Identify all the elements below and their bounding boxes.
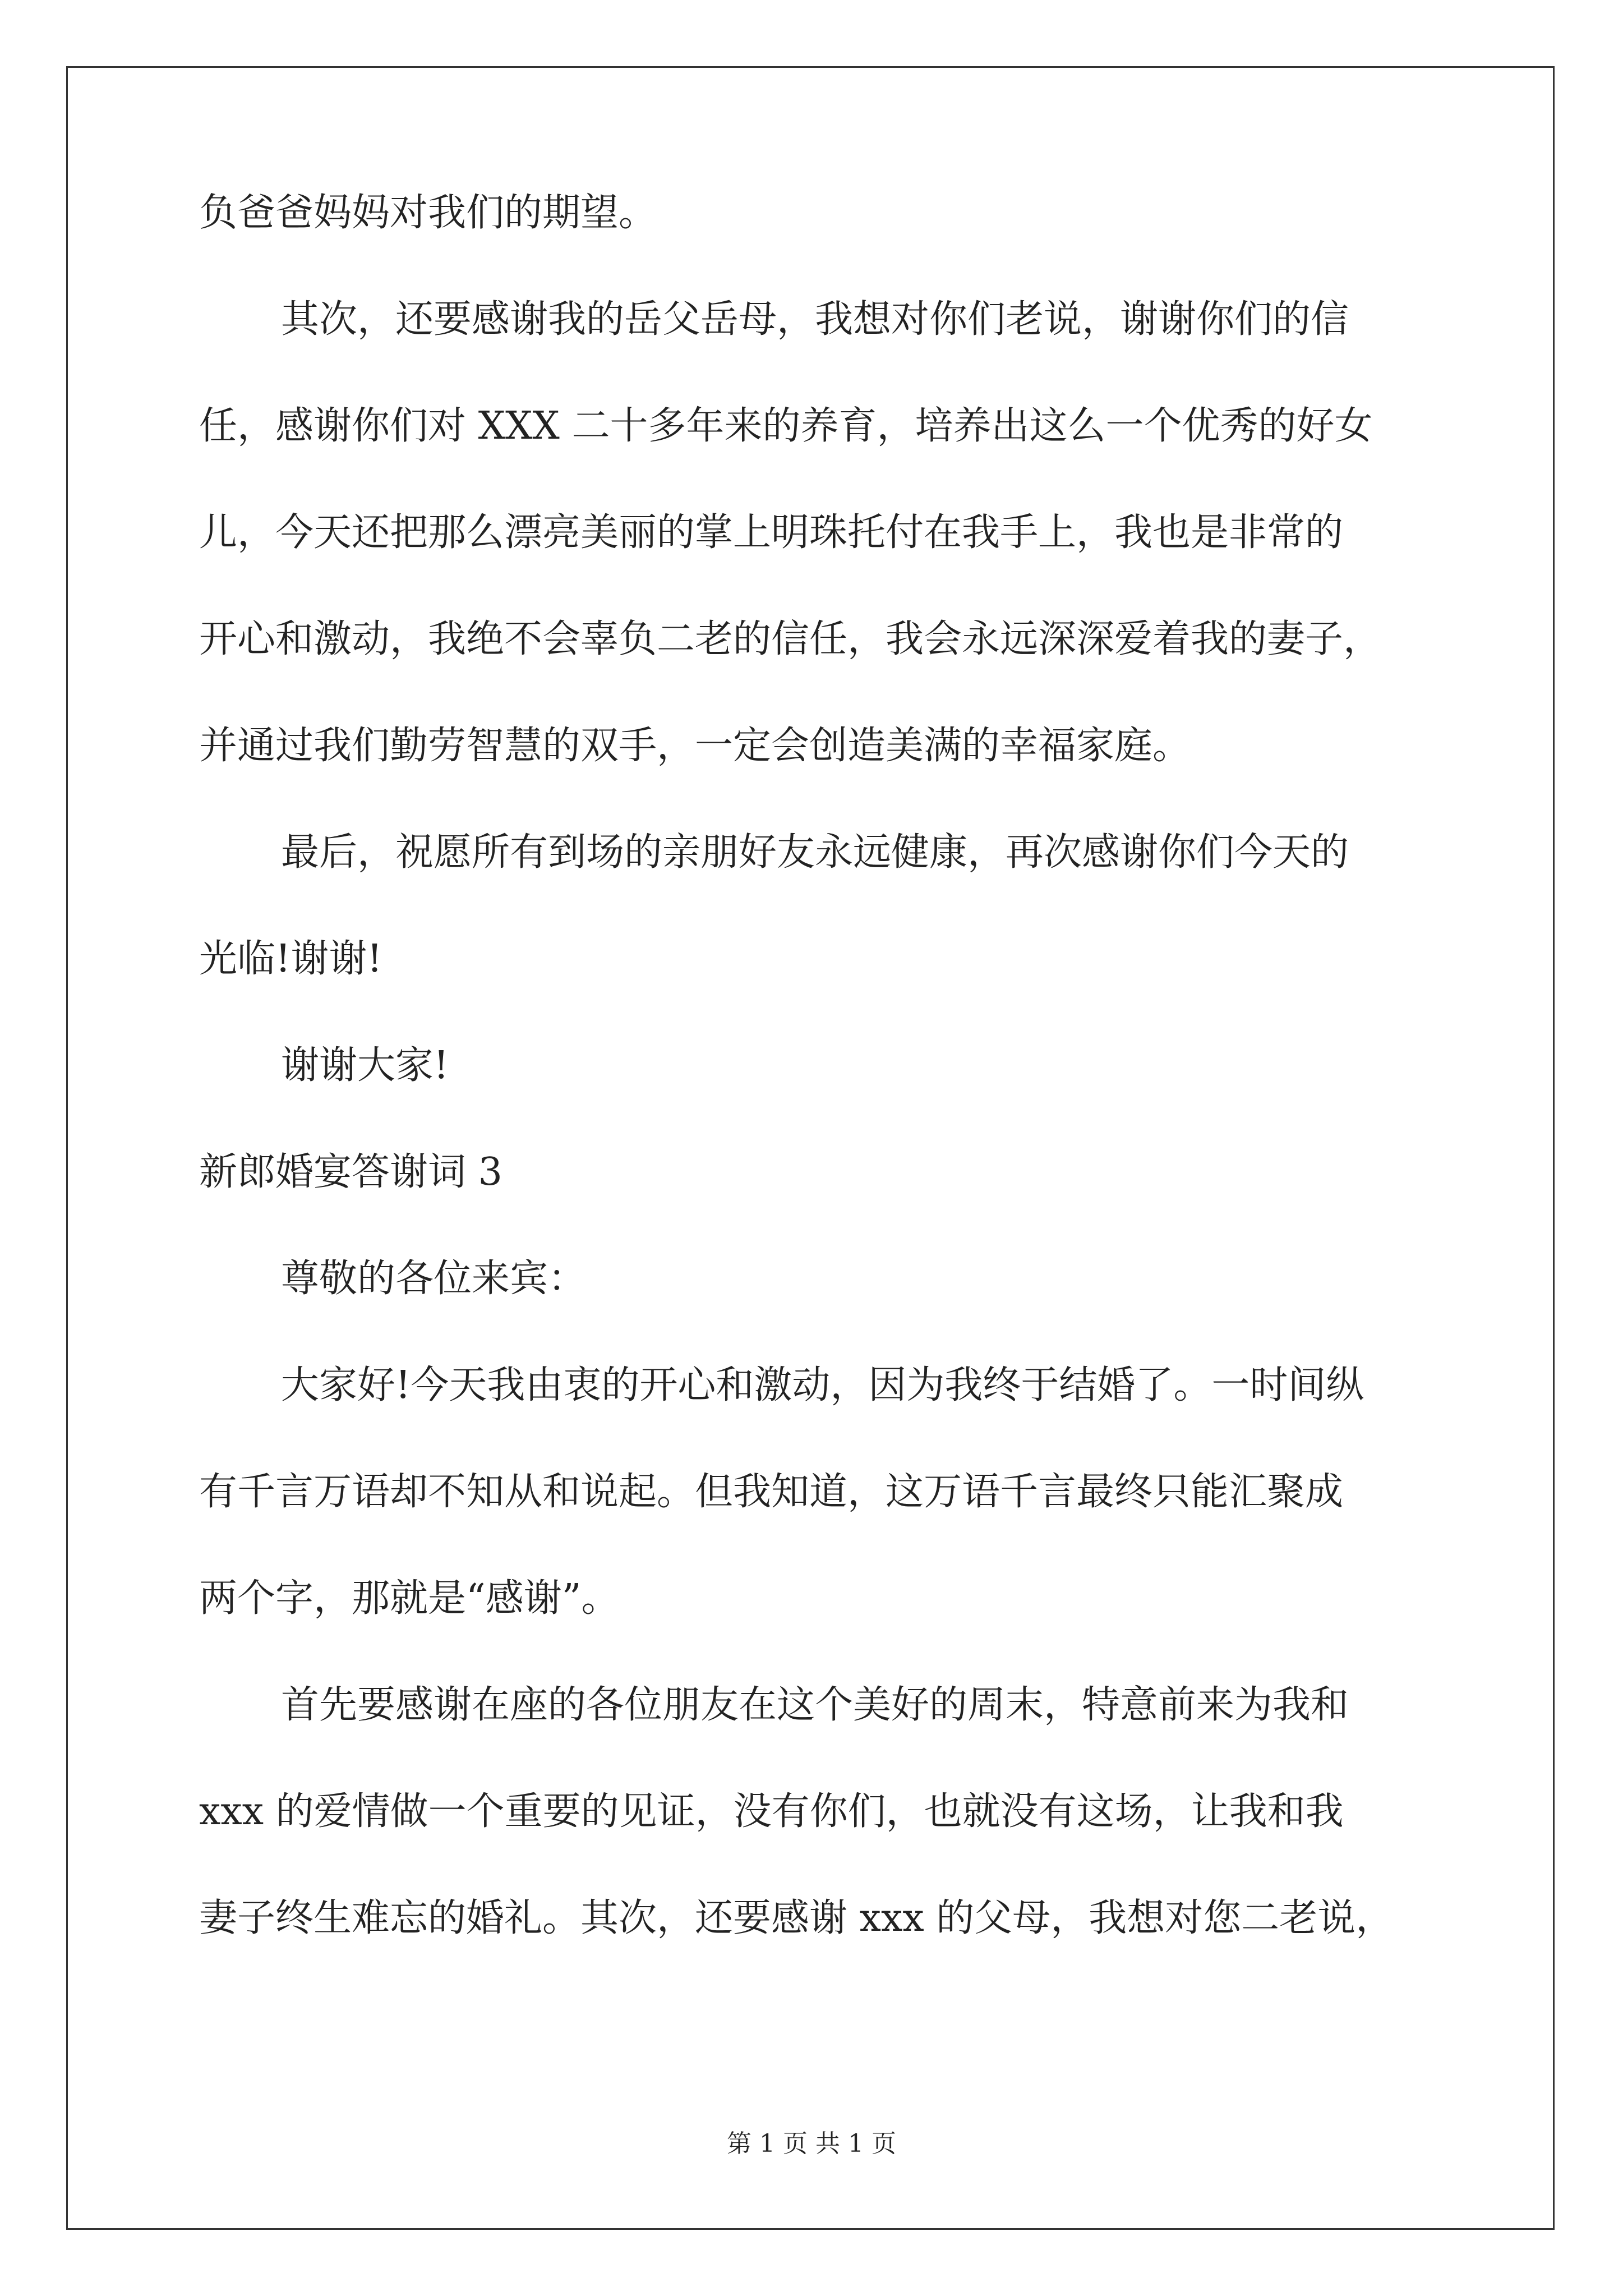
- section-heading: 新郎婚宴答谢词 3: [199, 1150, 502, 1194]
- text-line: 妻子终生难忘的婚礼。其次，还要感谢 xxx 的父母，我想对您二老说，: [199, 1896, 1394, 1940]
- text-line: 两个字，那就是“感谢”。: [199, 1576, 620, 1621]
- text-line: 首先要感谢在座的各位朋友在这个美好的周末，特意前来为我和: [281, 1683, 1349, 1727]
- text-line: 负爸爸妈妈对我们的期望。: [199, 191, 657, 235]
- text-line: 有千言万语却不知从和说起。但我知道，这万语千言最终只能汇聚成: [199, 1470, 1344, 1514]
- text-line: 任，感谢你们对 XXX 二十多年来的养育，培养出这么一个优秀的好女: [199, 404, 1373, 448]
- text-line: 尊敬的各位来宾：: [281, 1257, 587, 1301]
- text-line: xxx 的爱情做一个重要的见证，没有你们，也就没有这场，让我和我: [199, 1789, 1344, 1834]
- text-line: 谢谢大家!: [281, 1043, 449, 1088]
- page-number-footer: 第 1 页 共 1 页: [727, 2129, 896, 2158]
- text-line: 最后，祝愿所有到场的亲朋好友永远健康，再次感谢你们今天的: [281, 830, 1349, 875]
- text-line: 儿，今天还把那么漂亮美丽的掌上明珠托付在我手上，我也是非常的: [199, 510, 1344, 555]
- text-line: 大家好!今天我由衷的开心和激动，因为我终于结婚了。一时间纵: [281, 1363, 1364, 1407]
- text-line: 并通过我们勤劳智慧的双手，一定会创造美满的幸福家庭。: [199, 724, 1191, 768]
- text-line: 其次，还要感谢我的岳父岳母，我想对你们老说，谢谢你们的信: [281, 297, 1349, 342]
- text-line: 开心和激动，我绝不会辜负二老的信任，我会永远深深爱着我的妻子，: [199, 617, 1382, 661]
- text-line: 光临!谢谢!: [199, 937, 382, 981]
